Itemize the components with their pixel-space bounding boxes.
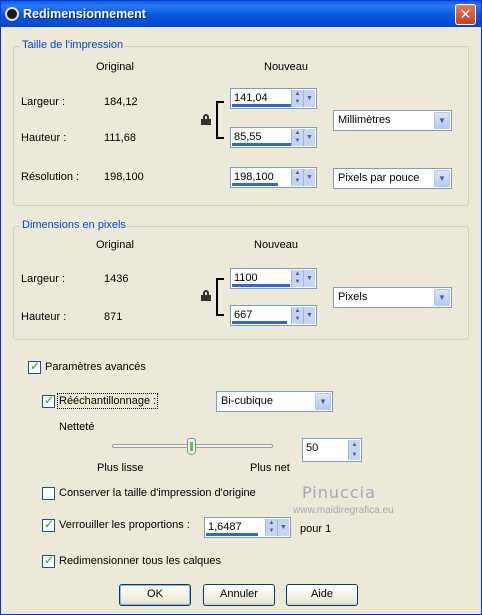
pixel-width-value: 1100 (234, 272, 258, 284)
height-label: Hauteur : (21, 311, 67, 323)
chevron-down-icon[interactable]: ▼ (303, 270, 315, 287)
value-underline (232, 183, 278, 186)
spin-arrows-icon[interactable]: ▲ ▼ (291, 90, 303, 107)
sharpness-spinner[interactable] (302, 438, 362, 462)
height-label: Hauteur : (21, 132, 67, 144)
slider-min-label: Plus lisse (97, 462, 144, 474)
cancel-button[interactable]: Annuler (203, 584, 275, 606)
col-new-label: Nouveau (264, 61, 309, 73)
watermark-name: Pinuccia (302, 483, 376, 502)
print-unit-value: Millimètres (338, 114, 391, 126)
ratio-suffix: pour 1 (300, 523, 332, 535)
sharpness-value: 50 (306, 442, 319, 454)
group-title: Taille de l'impression (22, 39, 124, 51)
resolution-unit-value: Pixels par pouce (338, 172, 420, 184)
chevron-down-icon[interactable]: ▼ (303, 307, 315, 324)
lock-icon (201, 290, 211, 300)
resample-method-value: Bi-cubique (221, 395, 273, 407)
spin-arrows-icon[interactable]: ▲ ▼ (291, 129, 303, 146)
print-width-value: 141,04 (234, 92, 268, 104)
chevron-down-icon: ▼ (434, 170, 450, 187)
width-original: 1436 (104, 273, 129, 285)
keep-print-size-label[interactable]: Conserver la taille d'impression d'origine (59, 487, 256, 499)
height-original: 111,68 (104, 132, 137, 144)
print-height-value: 85,55 (234, 131, 262, 143)
print-width-spinner[interactable] (230, 88, 317, 109)
spin-arrows-icon[interactable]: ▲ ▼ (291, 307, 303, 324)
chevron-down-icon: ▼ (315, 393, 331, 410)
group-title: Dimensions en pixels (22, 219, 126, 231)
value-underline (232, 104, 292, 107)
value-underline (232, 284, 290, 287)
print-height-spinner[interactable] (230, 127, 317, 148)
print-unit-select[interactable] (333, 110, 452, 131)
lock-icon (201, 114, 211, 124)
chevron-down-icon: ▼ (434, 112, 450, 129)
sharpness-label: Netteté (59, 421, 95, 433)
width-label: Largeur : (21, 96, 66, 108)
title-bar[interactable] (1, 1, 481, 27)
height-original: 871 (104, 311, 123, 323)
app-icon (5, 7, 19, 21)
value-underline (232, 143, 294, 146)
sharpness-slider-thumb[interactable] (187, 438, 196, 455)
lock-ratio-checkbox[interactable] (42, 519, 55, 532)
help-button[interactable]: Aide (286, 584, 358, 606)
ok-button[interactable]: OK (119, 584, 191, 606)
col-original-label: Original (96, 239, 134, 251)
check-icon: ✓ (30, 359, 41, 373)
advanced-label[interactable]: Paramètres avancés (45, 361, 146, 373)
watermark-site: www.maidiregrafica.eu (293, 505, 394, 516)
pixel-height-value: 667 (234, 309, 253, 321)
chevron-down-icon[interactable]: ▼ (277, 519, 289, 536)
check-icon: ✓ (44, 517, 55, 531)
link-bracket (216, 278, 224, 316)
check-icon: ✓ (44, 393, 55, 407)
resolution-unit-select[interactable] (333, 168, 452, 189)
pixel-unit-value: Pixels (338, 291, 368, 303)
chevron-down-icon[interactable]: ▼ (303, 129, 315, 146)
window-title: Redimensionnement (23, 7, 146, 21)
spin-arrows-icon[interactable]: ▲ ▼ (291, 270, 303, 287)
keep-print-size-checkbox[interactable] (42, 487, 55, 500)
resample-checkbox[interactable] (42, 395, 55, 408)
spin-arrows-icon[interactable]: ▲ ▼ (348, 440, 360, 460)
pixel-width-spinner[interactable] (230, 268, 317, 289)
pixel-unit-select[interactable] (333, 287, 452, 308)
chevron-down-icon[interactable]: ▼ (303, 169, 315, 186)
check-icon: ✓ (44, 553, 55, 567)
lock-ratio-label[interactable]: Verrouiller les proportions : (59, 519, 190, 531)
chevron-down-icon: ▼ (434, 289, 450, 306)
close-button[interactable] (455, 4, 476, 25)
value-underline (206, 533, 258, 536)
slider-max-label: Plus net (250, 462, 290, 474)
resolution-original: 198,100 (104, 171, 144, 183)
col-original-label: Original (96, 61, 134, 73)
resize-all-layers-checkbox[interactable] (42, 555, 55, 568)
close-icon: ✕ (459, 6, 472, 22)
link-bracket (216, 101, 224, 139)
chevron-down-icon[interactable]: ▼ (303, 90, 315, 107)
col-new-label: Nouveau (254, 239, 299, 251)
spin-arrows-icon[interactable]: ▲ ▼ (291, 169, 303, 186)
ratio-value: 1,6487 (208, 521, 242, 533)
resample-label[interactable]: Rééchantillonnage : (59, 395, 157, 407)
resolution-value: 198,100 (234, 171, 274, 183)
width-label: Largeur : (21, 273, 66, 285)
width-original: 184,12 (104, 96, 138, 108)
value-underline (232, 321, 287, 324)
advanced-checkbox[interactable] (28, 361, 41, 374)
resolution-label: Résolution : (21, 171, 80, 183)
ratio-spinner[interactable] (204, 517, 291, 538)
spin-arrows-icon[interactable]: ▲ ▼ (265, 519, 277, 536)
resample-method-select[interactable] (216, 391, 333, 412)
resize-all-layers-label[interactable]: Redimensionner tous les calques (59, 555, 222, 567)
resolution-spinner[interactable] (230, 167, 317, 188)
pixel-height-spinner[interactable] (230, 305, 317, 326)
